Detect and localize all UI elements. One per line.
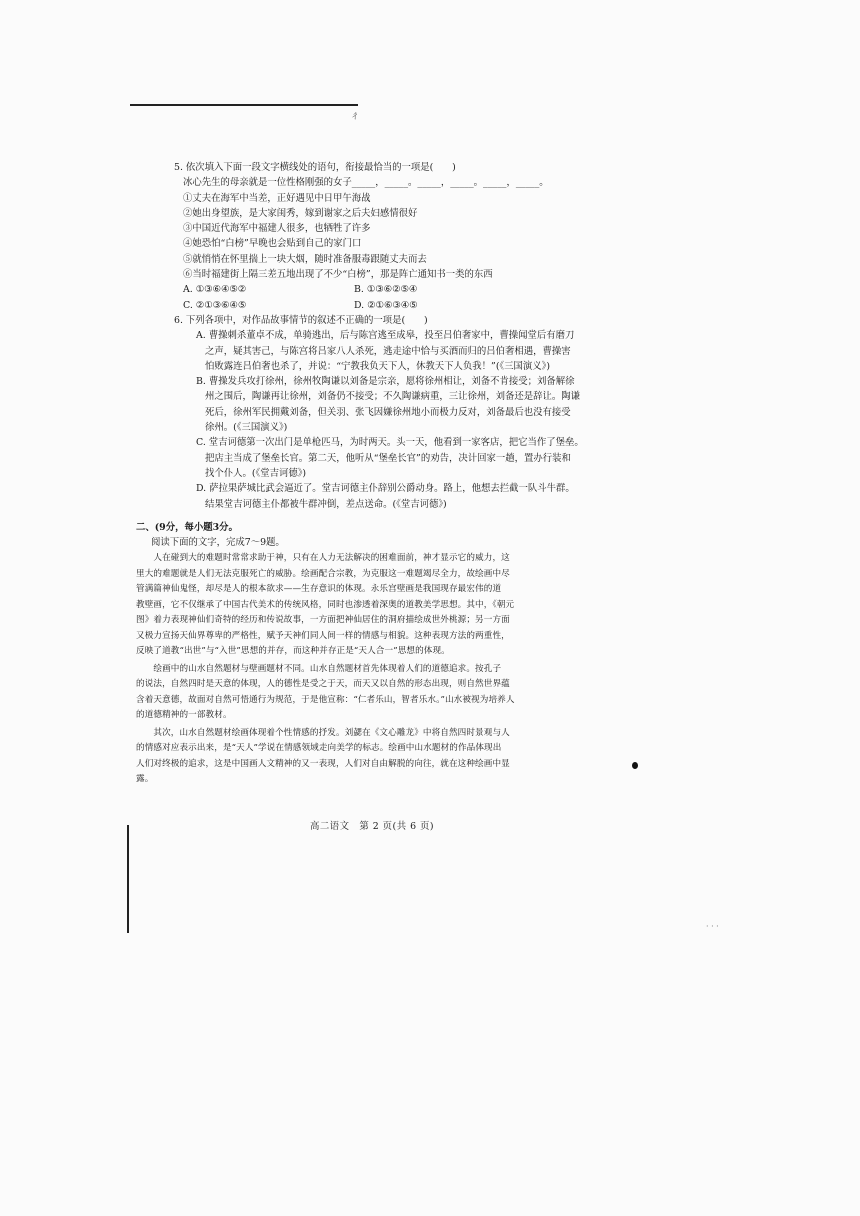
passage-line: 含着天意德，故面对自然可悟通行为规范，于是他宣称：“仁者乐山，智者乐水。”山水被视为培养人 bbox=[136, 694, 515, 705]
scan-left-rule bbox=[127, 825, 129, 933]
passage-line: 又极力宣扬天仙界尊卑的严格性，赋予天神们同人间一样的情感与相貌。这种表现方法的两重性， bbox=[136, 630, 510, 641]
q6-option-b-line: 州之围后，陶谦再让徐州，刘备仍不接受；不久陶谦病重，三让徐州，刘备还是辞让。陶谦 bbox=[205, 391, 581, 403]
q5-item: ⑤就悄悄在怀里揣上一块大烟，随时准备服毒跟随丈夫而去 bbox=[183, 253, 427, 265]
q5-option-b: B. ①③⑥②⑤④ bbox=[354, 284, 418, 296]
q5-item: ①丈夫在海军中当差，正好遇见中日甲午海战 bbox=[183, 192, 371, 204]
passage-line: 的说法，自然四时是天意的体现，人的德性是受之于天，而天又以自然的形态出现，则自然世界蕴 bbox=[136, 679, 510, 689]
passage-line: 露。 bbox=[136, 774, 154, 784]
q6-option-a-line: 之声，疑其害己，与陈宫将吕家八人杀死，逃走途中恰与买酒而归的吕伯奢相遇，曹操害 bbox=[205, 345, 571, 357]
q6-option-a-line: A. 曹操刺杀董卓不成，单骑逃出，后与陈宫逃至成皋，投至吕伯奢家中，曹操闻堂后有磨刀 bbox=[196, 330, 575, 342]
q6-option-d-line: D. 萨拉果萨城比武会逼近了。堂吉诃德主仆辞别公爵动身。路上，他想去拦截一队斗牛群。 bbox=[196, 483, 575, 495]
q5-option-a: A. ①③⑥④⑤② bbox=[183, 284, 247, 296]
scan-top-rule bbox=[130, 104, 358, 106]
passage-line: 图》着力表现神仙们奇特的经历和传说故事，一方面把神仙居住的洞府描绘成世外桃源；另一方面 bbox=[136, 615, 510, 625]
q5-options-row bbox=[174, 282, 604, 297]
q6-option-a-line: 怕败露连吕伯奢也杀了，并说：“宁教我负天下人，休教天下人负我！”(《三国演义》) bbox=[205, 360, 551, 372]
q6-option-b-line: B. 曹操发兵攻打徐州，徐州牧陶谦以刘备是宗亲，愿将徐州相让，刘备不肯接受；刘备解徐 bbox=[196, 376, 575, 388]
q5-item: ③中国近代海军中福建人很多，也牺牲了许多 bbox=[183, 223, 371, 235]
page-footer: 高二语文 第 2 页(共 6 页) bbox=[310, 821, 435, 832]
passage-line: 里大的难题就是人们无法克服死亡的威胁。绘画配合宗教，为克服这一难题竭尽全力，故绘画中尽 bbox=[136, 568, 510, 579]
q6-option-d-line: 结果堂吉诃德主仆都被牛群冲倒，差点送命。(《堂吉诃德》) bbox=[205, 498, 447, 510]
q6-option-b-line: 死后，徐州军民拥戴刘备，但关羽、张飞因嫌徐州地小而极力反对，刘备最后也没有接受 bbox=[205, 406, 571, 418]
passage-line: 其次，山水自然题材绘画体现着个性情感的抒发。刘勰在《文心雕龙》中将自然四时景观与人 bbox=[136, 727, 510, 738]
q6-option-b-line: 徐州。(《三国演义》) bbox=[205, 422, 288, 434]
q5-stem: 5. 依次填入下面一段文字横线处的语句，衔接最恰当的一项是( ) bbox=[174, 162, 456, 173]
passage-line: 人在碰到大的难题时常常求助于神，只有在人力无法解决的困难面前，神才显示它的威力，这 bbox=[136, 553, 510, 563]
q5-passage: 冰心先生的母亲就是一位性格刚强的女子_____，_____。_____，_____。_____，_____。 bbox=[183, 177, 549, 189]
q6-stem: 6. 下列各项中，对作品故事情节的叙述不正确的一项是( ) bbox=[174, 314, 428, 326]
q5-options-row bbox=[174, 298, 604, 313]
passage-line: 教壁画，它不仅继承了中国古代美术的传统风格，同时也渗透着深奥的道教美学思想。其中，《朝元 bbox=[136, 599, 515, 610]
q5-option-c: C. ②①③⑥④⑤ bbox=[183, 299, 247, 311]
question-block bbox=[174, 160, 604, 512]
passage-line: 的情感对应表示出来，是“天人”学说在情感领域走向美学的标志。绘画中山水题材的作品体现出 bbox=[136, 743, 502, 753]
scan-corner-marks: · · · bbox=[706, 922, 719, 931]
section-two-instruction: 阅读下面的文字，完成7～9题。 bbox=[151, 537, 285, 549]
passage-line: 人们对终极的追求，这是中国画人文精神的又一表现，人们对自由解脱的向往，就在这种绘画中显 bbox=[136, 758, 510, 769]
section-two-heading: 二、(9分，每小题3分。 bbox=[136, 522, 238, 533]
q6-option-c-line: 找个仆人。(《堂吉诃德》) bbox=[205, 467, 307, 479]
q5-option-d: D. ②①⑥③④⑤ bbox=[354, 299, 418, 311]
ink-speck bbox=[632, 762, 638, 769]
section-two-header bbox=[136, 520, 626, 551]
q5-item: ②她出身望族，是大家闺秀，嫁到谢家之后夫妇感情很好 bbox=[183, 207, 418, 219]
passage-line: 反映了道教“出世”与“入世”思想的并存，而这种并存正是“天人合一”思想的体现。 bbox=[136, 646, 450, 656]
passage-line: 管满篇神仙鬼怪，却尽是人的根本欲求——生存意识的体现。永乐宫壁画是我国现存最宏伟的道 bbox=[136, 584, 502, 594]
q5-item: ④她恐怕“白榜”早晚也会贴到自己的家门口 bbox=[183, 238, 362, 250]
q6-option-c-line: 把店主当成了堡垒长官。第二天，他听从“堡垒长官”的劝告，决计回家一趟，置办行装和 bbox=[205, 452, 571, 464]
q6-option-c-line: C. 堂吉诃德第一次出门是单枪匹马，为时两天。头一天，他看到一家客店，把它当作了堡垒。 bbox=[196, 437, 584, 449]
passage-line: 的道德精神的一部教材。 bbox=[136, 710, 232, 720]
scan-mark: ㄔ bbox=[350, 111, 360, 122]
passage-line: 绘画中的山水自然题材与壁画题材不同。山水自然题材首先体现着人们的道德追求。按孔子 bbox=[136, 663, 502, 674]
reading-passage bbox=[136, 551, 626, 788]
q5-item: ⑥当时福建街上隔三差五地出现了不少“白榜”，那是阵亡通知书一类的东西 bbox=[183, 269, 493, 281]
